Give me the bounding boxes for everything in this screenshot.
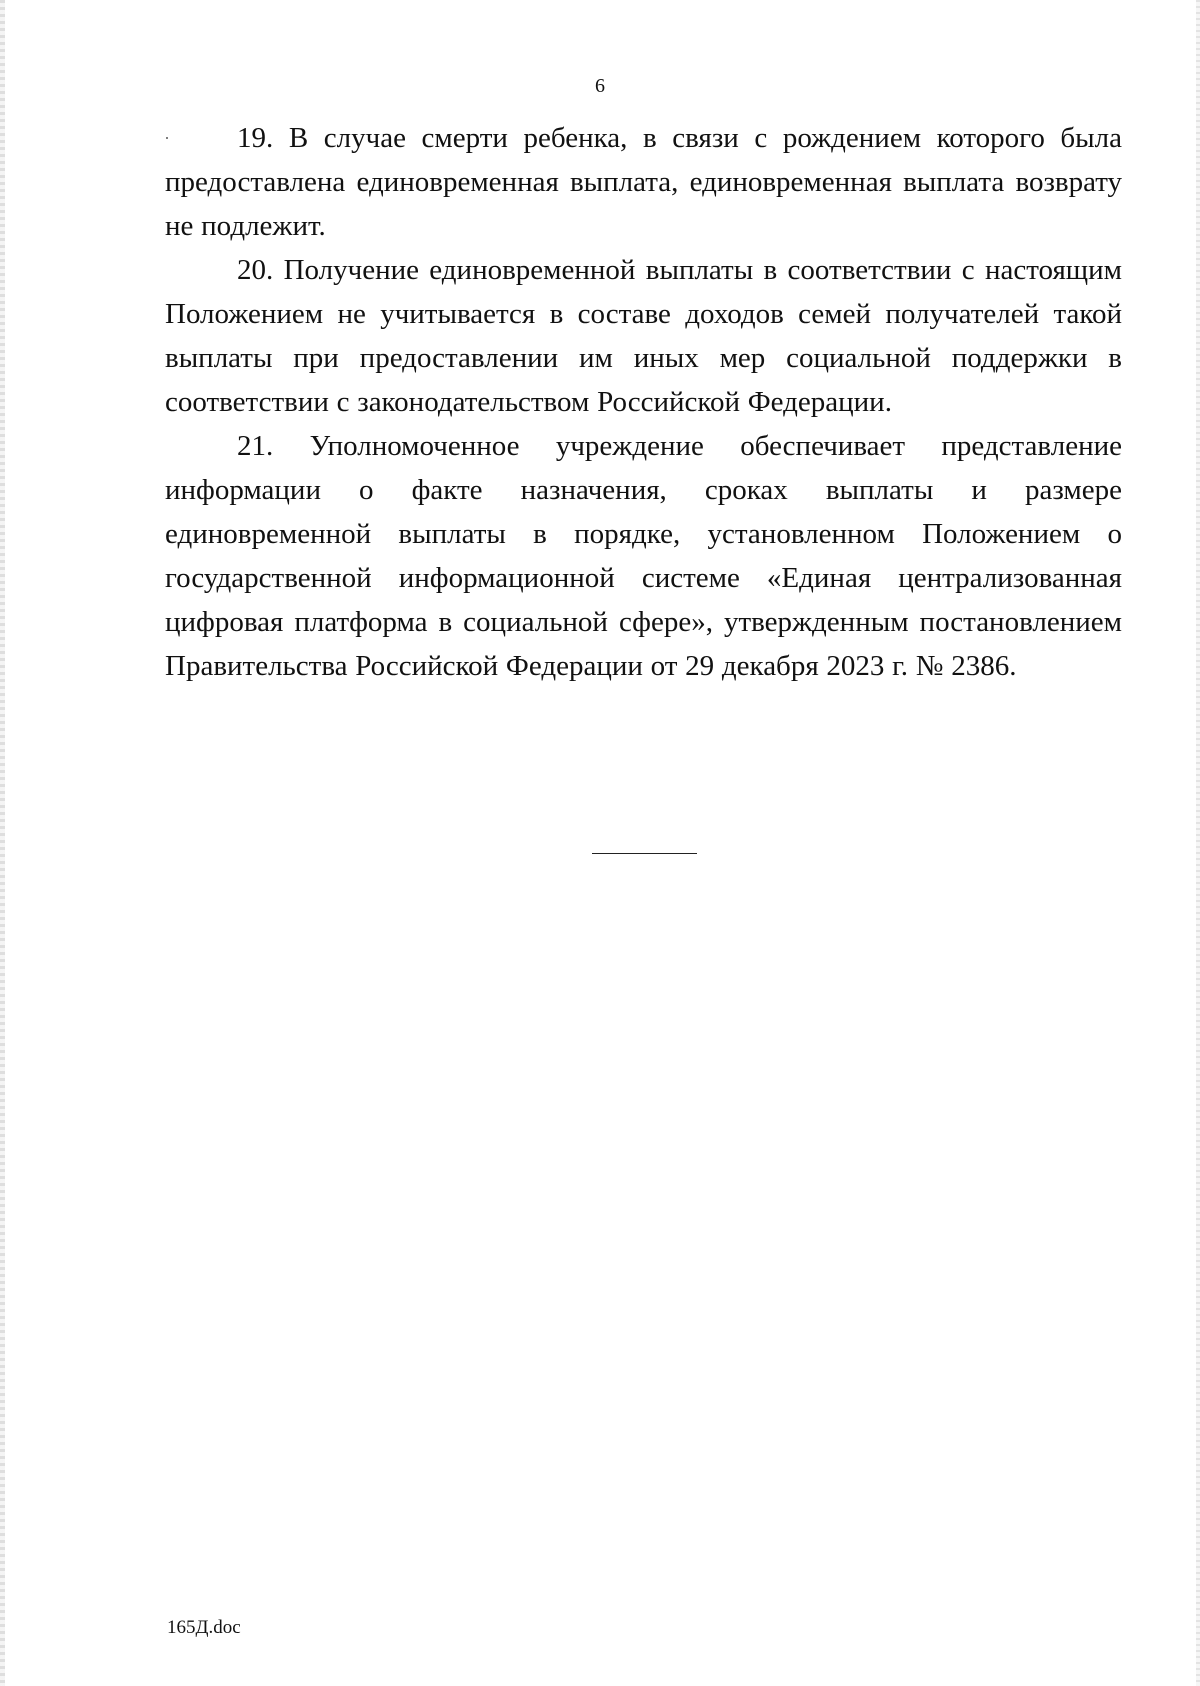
scan-edge-left xyxy=(0,0,5,1686)
paragraph-21: 21. Уполномоченное учреждение обеспечивает представление информации о факте назначения, сроках выплаты и размере единовременной выплаты в порядке, установленном Положением о государственной информационной системе «Единая централизованная цифровая платформа в социальной сфере», утвержденным постановлением Правительства Российской Федерации от 29 декабря 2023 г. № 2386. xyxy=(165,430,1122,682)
footer-filename: 165Д.doc xyxy=(167,1617,241,1638)
paragraph-19: 19. В случае смерти ребенка, в связи с рождением которого была предоставлена единовременная выплата, единовременная выплата возврату не подлежит. xyxy=(165,122,1122,242)
document-body xyxy=(165,116,1122,688)
page-number: 6 xyxy=(595,75,605,97)
scan-edge-right xyxy=(1196,0,1200,1686)
paragraph-20: 20. Получение единовременной выплаты в соответствии с настоящим Положением не учитывается в составе доходов семей получателей такой выплаты при предоставлении им иных мер социальной поддержки в соответствии с законодательством Российской Федерации. xyxy=(165,254,1122,418)
end-of-text-rule xyxy=(592,853,697,854)
